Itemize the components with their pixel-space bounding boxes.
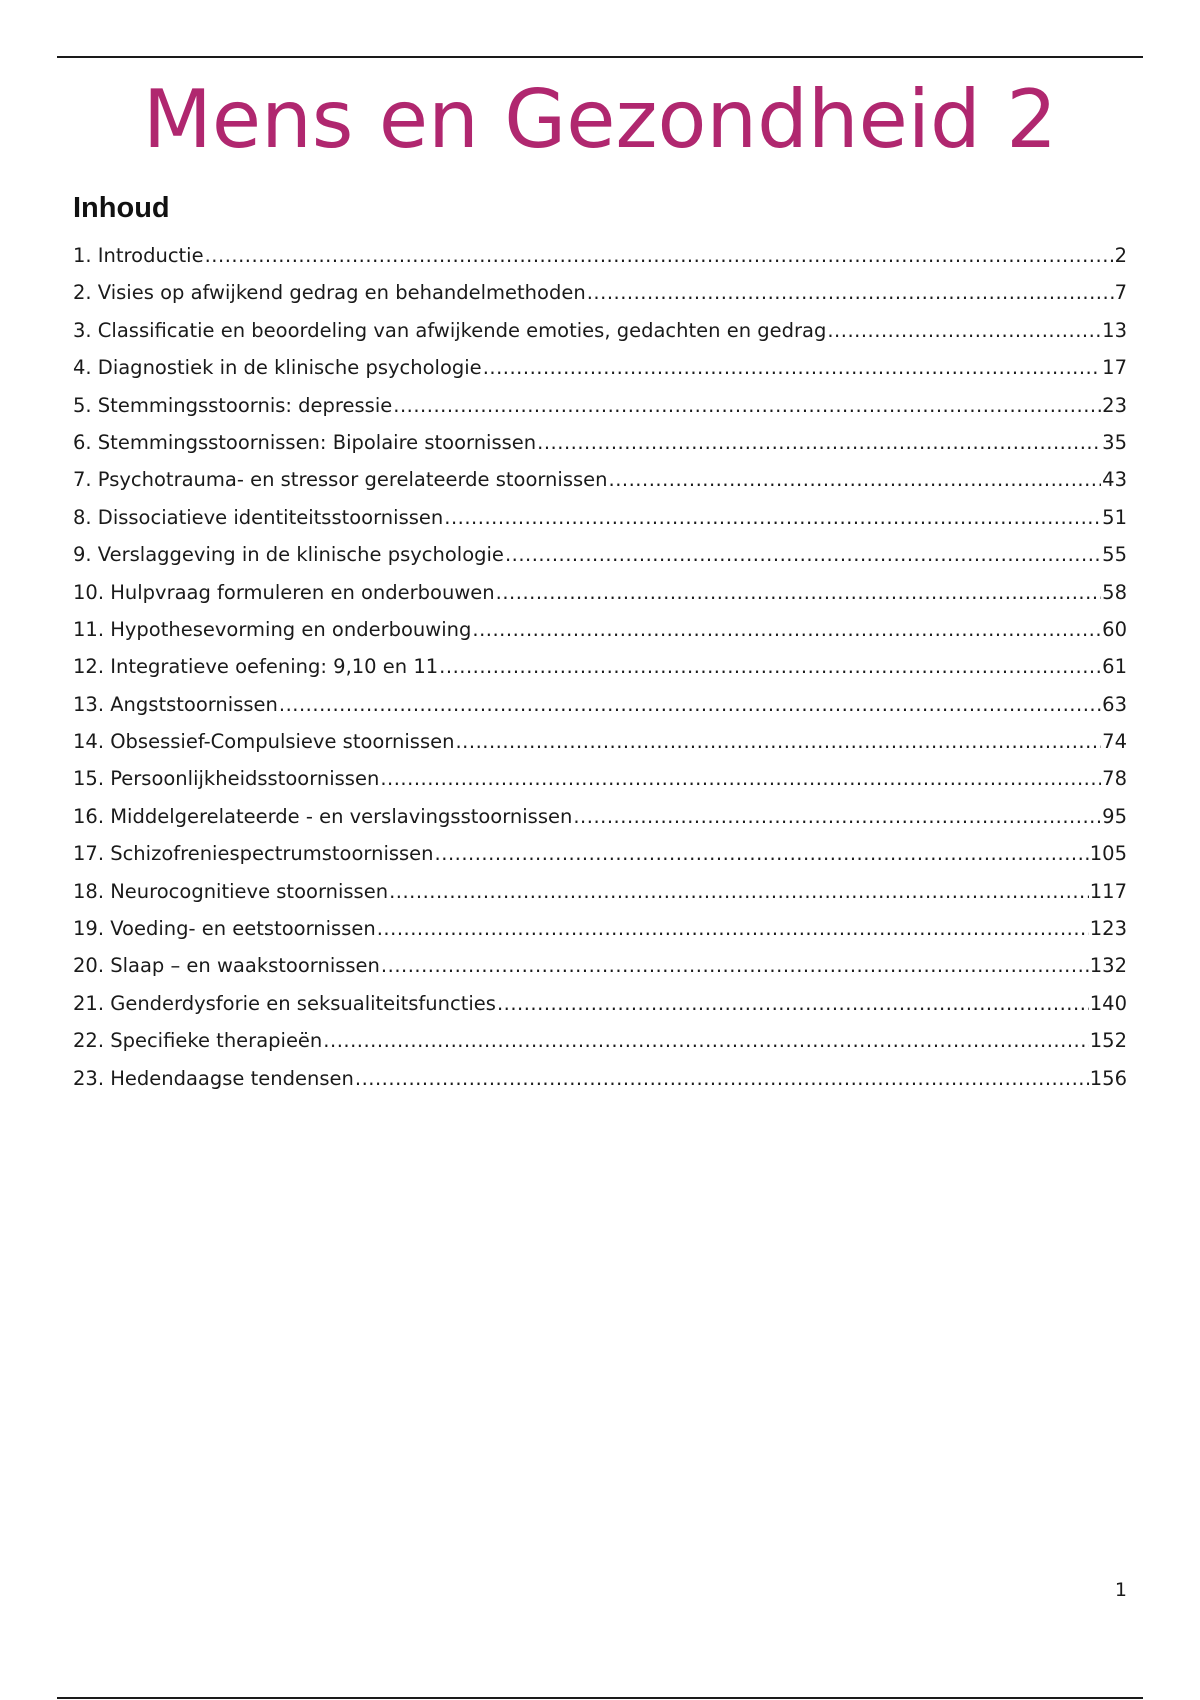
toc-entry-page: 2 xyxy=(1114,244,1127,267)
dot-leader xyxy=(380,760,1101,797)
top-rule xyxy=(57,56,1143,58)
toc-entry-label: 15. Persoonlijkheidsstoornissen xyxy=(73,767,380,791)
dot-leader xyxy=(496,574,1102,611)
table-of-contents xyxy=(73,237,1127,1097)
toc-entry-label: 10. Hulpvraag formuleren en onderbouwen xyxy=(73,580,495,604)
dot-leader xyxy=(827,312,1101,349)
toc-entry-page: 132 xyxy=(1089,954,1127,978)
toc-entry-page: 13 xyxy=(1102,318,1127,342)
toc-entry[interactable] xyxy=(73,648,1127,685)
toc-entry-label: 17. Schizofreniespectrumstoornissen xyxy=(73,842,434,866)
toc-entry-label: 8. Dissociatieve identiteitsstoornissen xyxy=(73,505,444,529)
toc-entry-page: 7 xyxy=(1114,281,1127,305)
dot-leader xyxy=(609,461,1102,498)
toc-entry[interactable] xyxy=(73,985,1127,1022)
toc-entry[interactable] xyxy=(73,760,1127,797)
toc-entry-page: 51 xyxy=(1102,505,1127,529)
toc-entry[interactable] xyxy=(73,1060,1127,1097)
toc-entry-page: 105 xyxy=(1089,842,1127,866)
page-number: 1 xyxy=(1114,1579,1127,1601)
dot-leader xyxy=(537,424,1101,461)
toc-entry[interactable] xyxy=(73,274,1127,311)
toc-entry-page: 58 xyxy=(1102,580,1127,604)
toc-entry-label: 6. Stemmingsstoornissen: Bipolaire stoornissen xyxy=(73,430,537,454)
toc-entry-page: 74 xyxy=(1102,730,1127,754)
toc-entry-label: 2. Visies op afwijkend gedrag en behandelmethoden xyxy=(73,281,586,305)
dot-leader xyxy=(573,798,1101,835)
dot-leader xyxy=(279,686,1101,723)
toc-entry-label: 16. Middelgerelateerde - en verslavingsstoornissen xyxy=(73,804,573,828)
toc-entry-page: 123 xyxy=(1089,917,1127,941)
toc-entry-label: 12. Integratieve oefening: 9,10 en 11 xyxy=(73,655,439,679)
toc-entry[interactable] xyxy=(73,1022,1127,1059)
toc-entry-label: 21. Genderdysforie en seksualiteitsfuncties xyxy=(73,991,496,1015)
toc-entry[interactable] xyxy=(73,798,1127,835)
toc-entry-page: 60 xyxy=(1102,617,1127,641)
toc-entry[interactable] xyxy=(73,312,1127,349)
toc-entry-label: 13. Angststoornissen xyxy=(73,692,278,716)
toc-entry-label: 9. Verslaggeving in de klinische psychologie xyxy=(73,543,504,567)
dot-leader xyxy=(389,873,1089,910)
toc-entry[interactable] xyxy=(73,349,1127,386)
dot-leader xyxy=(505,536,1101,573)
toc-entry[interactable] xyxy=(73,387,1127,424)
toc-entry[interactable] xyxy=(73,873,1127,910)
toc-entry[interactable] xyxy=(73,835,1127,872)
toc-entry-label: 3. Classificatie en beoordeling van afwijkende emoties, gedachten en gedrag xyxy=(73,318,827,342)
toc-entry-page: 117 xyxy=(1089,879,1127,903)
toc-entry[interactable] xyxy=(73,237,1127,274)
dot-leader xyxy=(323,1022,1088,1059)
toc-entry-label: 19. Voeding- en eetstoornissen xyxy=(73,917,376,941)
toc-entry-page: 140 xyxy=(1089,991,1127,1015)
toc-entry[interactable] xyxy=(73,461,1127,498)
dot-leader xyxy=(497,985,1089,1022)
toc-entry-label: 22. Specifieke therapieën xyxy=(73,1029,323,1053)
dot-leader xyxy=(377,910,1089,947)
dot-leader xyxy=(393,387,1101,424)
dot-leader xyxy=(455,723,1101,760)
toc-entry-page: 17 xyxy=(1102,356,1127,380)
toc-entry-label: 23. Hedendaagse tendensen xyxy=(73,1066,354,1090)
toc-entry-label: 1. Introductie xyxy=(73,244,204,267)
dot-leader xyxy=(472,611,1101,648)
toc-entry-label: 14. Obsessief-Compulsieve stoornissen xyxy=(73,730,455,754)
bottom-rule xyxy=(57,1697,1143,1699)
toc-entry-page: 156 xyxy=(1089,1066,1127,1090)
toc-entry-page: 61 xyxy=(1102,655,1127,679)
dot-leader xyxy=(435,835,1089,872)
toc-entry[interactable] xyxy=(73,611,1127,648)
toc-entry[interactable] xyxy=(73,723,1127,760)
toc-entry-label: 11. Hypothesevorming en onderbouwing xyxy=(73,617,472,641)
toc-heading: Inhoud xyxy=(73,192,170,224)
toc-entry-label: 20. Slaap – en waakstoornissen xyxy=(73,954,380,978)
toc-entry-page: 35 xyxy=(1102,430,1127,454)
toc-entry-label: 5. Stemmingsstoornis: depressie xyxy=(73,393,393,417)
toc-entry-page: 55 xyxy=(1102,543,1127,567)
dot-leader xyxy=(587,274,1114,311)
toc-entry[interactable] xyxy=(73,499,1127,536)
toc-entry-page: 23 xyxy=(1102,393,1127,417)
toc-entry-page: 95 xyxy=(1102,804,1127,828)
dot-leader xyxy=(355,1060,1089,1097)
toc-entry[interactable] xyxy=(73,536,1127,573)
toc-entry-label: 7. Psychotrauma- en stressor gerelateerde stoornissen xyxy=(73,468,608,492)
toc-entry-label: 4. Diagnostiek in de klinische psychologie xyxy=(73,356,482,380)
toc-entry[interactable] xyxy=(73,910,1127,947)
toc-entry-label: 18. Neurocognitieve stoornissen xyxy=(73,879,389,903)
toc-entry-page: 78 xyxy=(1102,767,1127,791)
toc-entry[interactable] xyxy=(73,424,1127,461)
dot-leader xyxy=(381,947,1089,984)
dot-leader xyxy=(444,499,1101,536)
toc-entry[interactable] xyxy=(73,574,1127,611)
document-title: Mens en Gezondheid 2 xyxy=(142,73,1058,166)
dot-leader xyxy=(483,349,1101,386)
toc-entry-page: 152 xyxy=(1089,1029,1127,1053)
toc-entry-page: 43 xyxy=(1102,468,1127,492)
dot-leader xyxy=(439,648,1101,685)
toc-entry[interactable] xyxy=(73,686,1127,723)
dot-leader xyxy=(205,237,1114,274)
toc-entry-page: 63 xyxy=(1102,692,1127,716)
toc-entry[interactable] xyxy=(73,947,1127,984)
